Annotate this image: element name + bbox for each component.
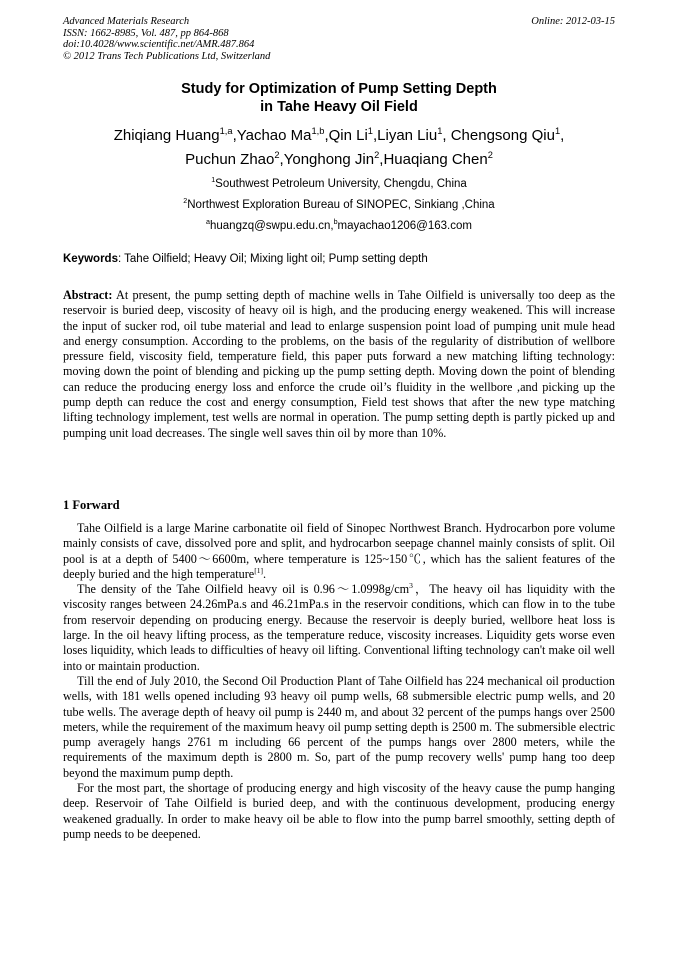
journal-header: [63, 16, 615, 62]
author-name: Qin Li: [328, 127, 368, 144]
copyright-line: © 2012 Trans Tech Publications Ltd, Switzerland: [63, 50, 271, 62]
author-name: Zhiqiang Huang: [113, 127, 220, 144]
abstract-label: Abstract:: [63, 288, 113, 302]
paragraph-3: Till the end of July 2010, the Second Oil Production Plant of Tahe Oilfield has 224 mechanical oil production wells, with 181 wells opened including 93 heavy oil pump wells, 68 submersible electric pump wells, and 20 tube wells. The average depth of heavy oil pump is 2440 m, and about 32 percent of the pumps hangs over 2500 meters, while the requirement of the maximum heavy oil pump setting depth is 2500 m. The submersible electric pump averagely hangs 2761 m including 66 percent of the pumps hangs over 2800 meters, while the requirements of the maximum depth is 2800 m. So, part of the pump recovery wells' pump hang too deep beyond the maximum pump depth.: [63, 673, 615, 780]
author-affil-mark: 1: [367, 126, 373, 136]
title-line-2: in Tahe Heavy Oil Field: [260, 99, 418, 115]
section-heading: 1 Forward: [63, 498, 120, 512]
author-affil-mark: 1: [437, 126, 443, 136]
keywords: [63, 252, 615, 267]
author-name: Yonghong Jin: [283, 151, 375, 168]
paragraph-4: For the most part, the shortage of producing energy and high viscosity of the heavy cause the pump hanging deep. Reservoir of Tahe Oilfield is buried deep, and with the continuous development, producing energy weakened gradually. In order to make heavy oil be able to flow into the pump barrel smoothly, setting depth of pump needs to be deepened.: [63, 781, 615, 841]
doi-line: doi:10.4028/www.scientific.net/AMR.487.864: [63, 39, 255, 51]
keywords-text: : Tahe Oilfield; Heavy Oil; Mixing light oil; Pump setting depth: [117, 253, 428, 265]
author-line-2: Puchun Zhao$^2$,Yonghong Jin$^2$,Huaqiang Chen$^2$: [185, 150, 493, 168]
journal-name: Advanced Materials Research: [63, 16, 190, 27]
abstract-text: At present, the pump setting depth of machine wells in Tahe Oilfield is universally too deep as the reservoir is buried deep, viscosity of heavy oil is high, and the producing energy weakened. This will increase the input of sucker rod, oil tube material and lead to enlarge suspension point load of pumping unit mule head and energy consumption. According to the problems, on the basis of the regularity of distribution of wellbore pressure field, viscosity field, temperature field, this paper puts forward a new matching lifting technology: moving down the point of blending and picking up the pump setting depth. Moving down the point of blending can reduce the producing energy loss and enforce the crude oil’s fluidity in the wellbore ,and picking up the pump depth can reduce the cost and energy consumption, Field test shows that after the new type matching lifting technology implement, test wells are normal in operation. The pump setting depth is partly picked up and pumping unit load decreases. The single well saves thin oil by more than 10%.: [63, 288, 616, 440]
section-body: [63, 521, 615, 842]
online-date: Online: 2012-03-15: [531, 16, 615, 27]
paper-title: [63, 80, 615, 116]
author-name: Yachao Ma: [236, 127, 312, 144]
author-affil-mark: 1,a: [219, 126, 233, 136]
abstract: [63, 288, 615, 441]
affiliation-1: $^1$Southwest Petroleum University, Chengdu, China: [211, 176, 467, 190]
paragraph-2: The density of the Tahe Oilfield heavy oil is $0.96\sim 1.0998g/cm^3$，The heavy oil has liquidity with the viscosity ranges between 24.26mPa.s and 46.21mPa.s in the reservoir conditions, which can flow in to the tube from reservoir depending on producing energy. Because the reservoir is deeply buried, wellbore heat loss is large. In the oil heavy lifting process, as the temperature reduce, viscosity increases. Liquidity gets worse even loses liquidity, which leads to difficulties of heavy oil lifting. Conventional lifting technology can't make oil well into or maintain production.: [63, 581, 615, 673]
email-b: mayachao1206@163.com: [337, 220, 472, 232]
author-affil-mark: 2: [487, 150, 493, 160]
author-affil-mark: 2: [374, 150, 380, 160]
author-line-1: Zhiqiang Huang$^{1,a}$,Yachao Ma$^{1,b}$,Qin Li$^1$,Liyan Liu$^1$, Chengsong Qiu$^1$,: [113, 126, 565, 144]
email-a: huangzq@swpu.edu.cn,: [209, 220, 334, 232]
affiliation-2: $^2$Northwest Exploration Bureau of SINOPEC, Sinkiang ,China: [183, 197, 495, 211]
author-name: Liyan Liu: [377, 127, 438, 144]
author-affil-mark: 2: [274, 150, 280, 160]
author-name: Chengsong Qiu: [450, 127, 555, 144]
keywords-label: Keywords: [63, 253, 118, 265]
citation-ref: [1]: [254, 565, 264, 575]
author-name: Huaqiang Chen: [383, 151, 488, 168]
author-affil-mark: 1,b: [311, 126, 325, 136]
title-line-1: Study for Optimization of Pump Setting Depth: [181, 81, 497, 97]
issn-line: ISSN: 1662-8985, Vol. 487, pp 864-868: [63, 27, 229, 39]
author-list: [63, 124, 615, 172]
affiliations: [63, 174, 615, 237]
author-affil-mark: 1: [554, 126, 561, 136]
author-name: Puchun Zhao: [185, 151, 275, 168]
paragraph-1: Tahe Oilfield is a large Marine carbonatite oil field of Sinopec Northwest Branch. Hydrocarbon pore volume mainly consists of cave, dissolved pore and split, and hydrocarbon seepage channel mainly consists of split. Oil pool is at a depth of 5400～6600m, where temperature is 125~150℃, which has the salient features of the deeply buried and the high temperature[1].: [63, 521, 615, 581]
author-emails: $^a$huangzq@swpu.edu.cn,$^b$mayachao1206@163.com: [206, 218, 472, 232]
